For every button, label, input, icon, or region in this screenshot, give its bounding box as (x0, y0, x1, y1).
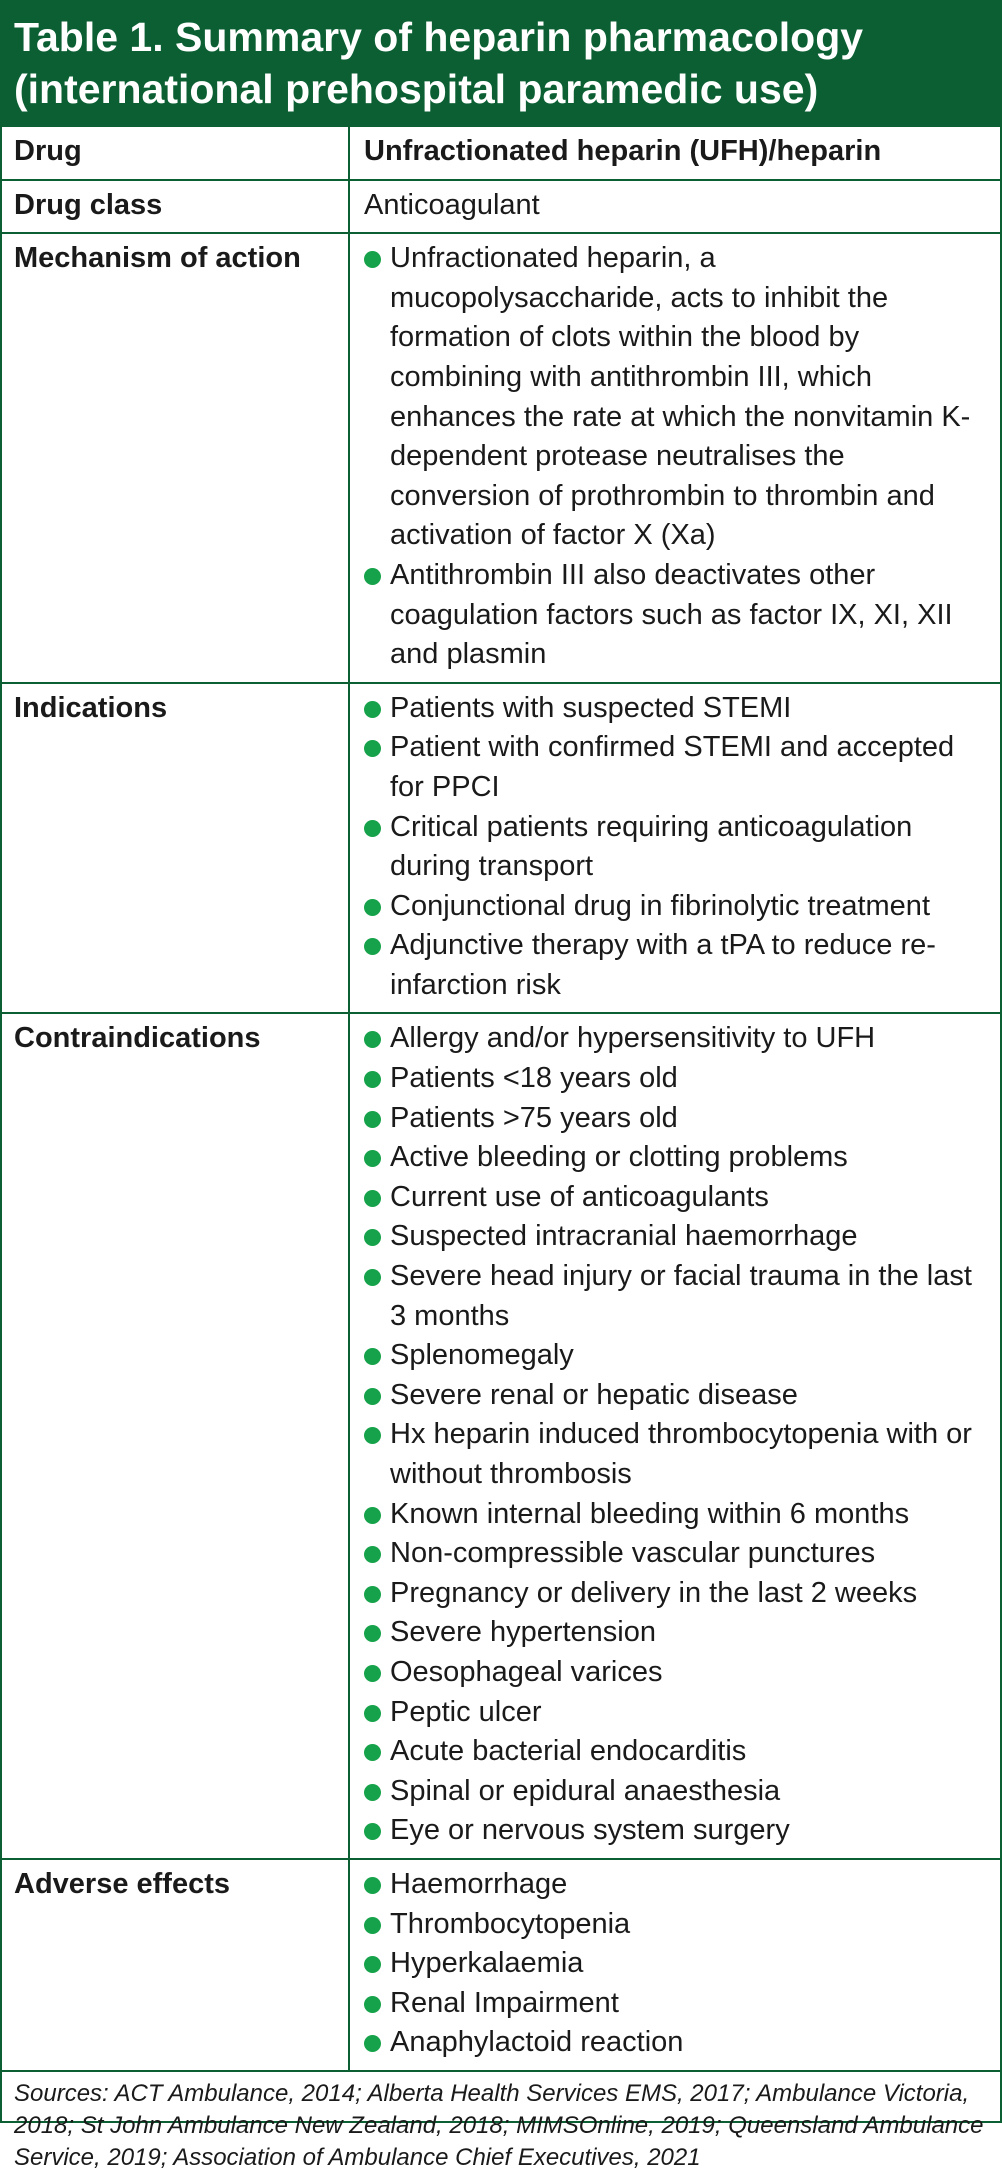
list-item: Adjunctive therapy with a tPA to reduce re-infarction risk (364, 926, 992, 1005)
list-item: Known internal bleeding within 6 months (364, 1495, 992, 1535)
list-item: Acute bacterial endocarditis (364, 1732, 992, 1772)
indications-list (364, 689, 992, 1006)
row-mechanism (2, 233, 1000, 683)
header-drug-label: Drug (2, 126, 349, 180)
adverse-effects-label: Adverse effects (2, 1859, 349, 2070)
table-title: Table 1. Summary of heparin pharmacology (international prehospital paramedic use) (2, 0, 1000, 125)
list-item: Eye or nervous system surgery (364, 1811, 992, 1851)
list-item: Patients <18 years old (364, 1059, 992, 1099)
list-item: Patient with confirmed STEMI and accepted for PPCI (364, 728, 992, 807)
list-item: Splenomegaly (364, 1336, 992, 1376)
list-item: Hx heparin induced thrombocytopenia with or without thrombosis (364, 1415, 992, 1494)
list-item: Severe renal or hepatic disease (364, 1376, 992, 1416)
header-drug-name: Unfractionated heparin (UFH)/heparin (349, 126, 1000, 180)
adverse-effects-list (364, 1865, 992, 2063)
list-item: Suspected intracranial haemorrhage (364, 1217, 992, 1257)
drug-class-label: Drug class (2, 180, 349, 234)
list-item: Oesophageal varices (364, 1653, 992, 1693)
row-contraindications (2, 1013, 1000, 1858)
contraindications-label: Contraindications (2, 1013, 349, 1858)
list-item: Peptic ulcer (364, 1693, 992, 1733)
mechanism-list (364, 239, 992, 675)
sources-note: Sources: ACT Ambulance, 2014; Alberta Health Services EMS, 2017; Ambulance Victoria, 2018; St John Ambulance New Zealand, 2018; MIMSOnline, 2019; Queensland Ambulance Service, 2019; Association of Ambulance Chief Executives, 2021 (2, 2070, 1000, 2180)
list-item: Unfractionated heparin, a mucopolysaccharide, acts to inhibit the formation of clots within the blood by combining with antithrombin III, which enhances the rate at which the nonvitamin K-dependent protease neutralises the conversion of prothrombin to thrombin and activation of factor X (Xa) (364, 239, 992, 556)
list-item: Renal Impairment (364, 1984, 992, 2024)
list-item: Haemorrhage (364, 1865, 992, 1905)
list-item: Spinal or epidural anaesthesia (364, 1772, 992, 1812)
list-item: Conjunctional drug in fibrinolytic treatment (364, 887, 992, 927)
list-item: Severe head injury or facial trauma in the last 3 months (364, 1257, 992, 1336)
contraindications-list (364, 1019, 992, 1850)
list-item: Anaphylactoid reaction (364, 2023, 992, 2063)
list-item: Patients with suspected STEMI (364, 689, 992, 729)
list-item: Antithrombin III also deactivates other coagulation factors such as factor IX, XI, XII and plasmin (364, 556, 992, 675)
indications-label: Indications (2, 683, 349, 1014)
list-item: Severe hypertension (364, 1613, 992, 1653)
list-item: Pregnancy or delivery in the last 2 weeks (364, 1574, 992, 1614)
list-item: Thrombocytopenia (364, 1905, 992, 1945)
pharmacology-table (2, 125, 1000, 2070)
row-adverse-effects (2, 1859, 1000, 2070)
list-item: Allergy and/or hypersensitivity to UFH (364, 1019, 992, 1059)
mechanism-label: Mechanism of action (2, 233, 349, 683)
row-indications (2, 683, 1000, 1014)
list-item: Active bleeding or clotting problems (364, 1138, 992, 1178)
list-item: Current use of anticoagulants (364, 1178, 992, 1218)
row-drug-class (2, 180, 1000, 234)
drug-class-value: Anticoagulant (349, 180, 1000, 234)
list-item: Critical patients requiring anticoagulation during transport (364, 808, 992, 887)
list-item: Non-compressible vascular punctures (364, 1534, 992, 1574)
list-item: Hyperkalaemia (364, 1944, 992, 1984)
list-item: Patients >75 years old (364, 1099, 992, 1139)
table-header-row (2, 126, 1000, 180)
